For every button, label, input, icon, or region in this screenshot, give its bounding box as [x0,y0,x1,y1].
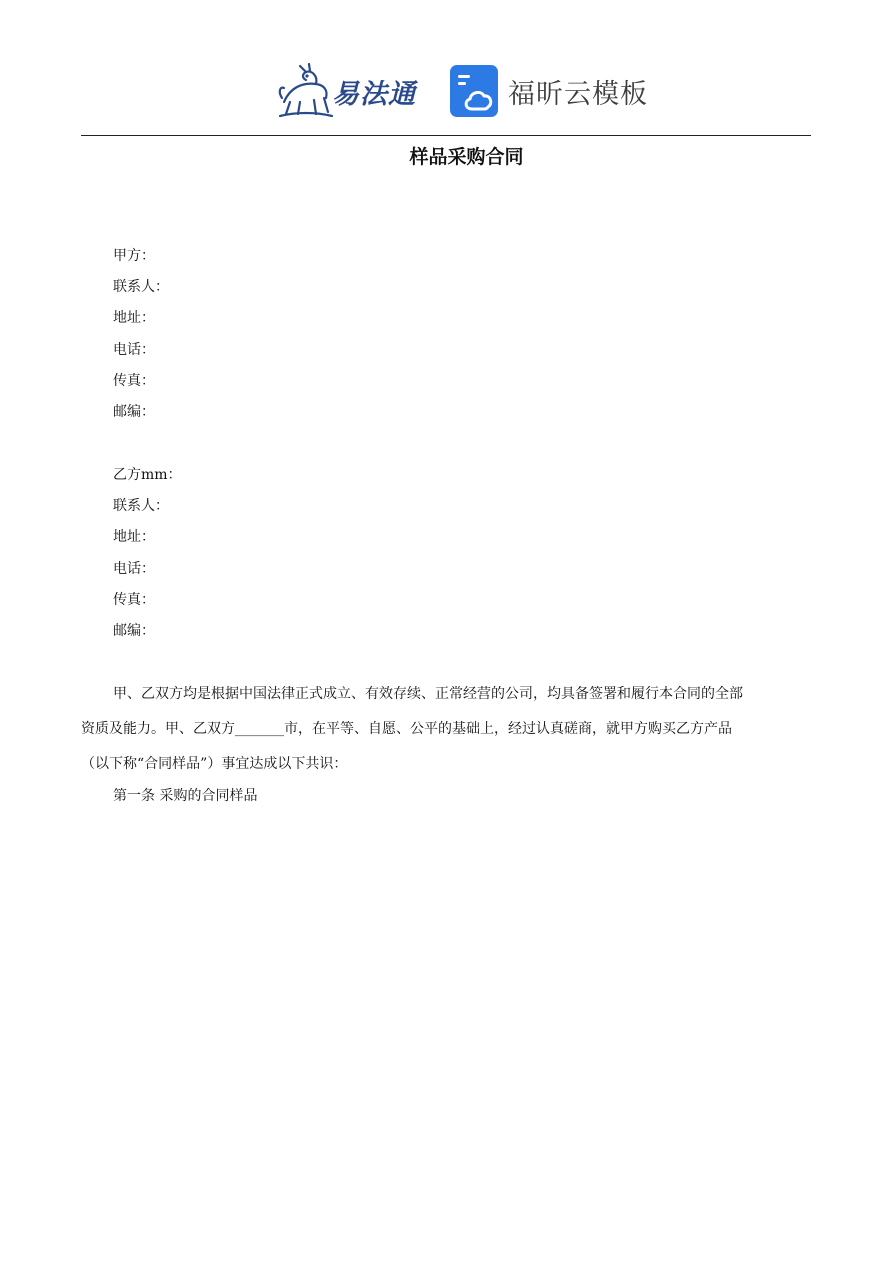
article-1-heading: 第一条 采购的合同样品 [113,788,258,804]
party-b-address: 地址： [113,529,155,545]
yifatong-logo-text: 易法通 [332,79,416,110]
intro-line: 甲、乙双方均是根据中国法律正式成立、有效存续、正常经营的公司，均具备签署和履行本合同的全部 [113,686,743,702]
party-a-label: 甲方： [113,248,155,264]
party-a-fax: 传真： [113,373,155,389]
foxit-cloud-icon [450,65,498,117]
party-a-address: 地址： [113,310,155,326]
party-b-label: 乙方mm： [113,467,182,483]
party-a-phone: 电话： [113,342,155,358]
page-header [0,0,893,136]
header-divider [81,135,811,136]
foxit-logo-text: 福昕云模板 [508,79,648,110]
intro-paragraph [81,684,811,774]
party-b-phone: 电话： [113,561,155,577]
document-title: 样品采购合同 [409,146,524,168]
party-b-postcode: 邮编： [113,623,155,639]
party-a-contact: 联系人： [113,279,169,295]
party-b-contact: 联系人： [113,498,169,514]
party-a-postcode: 邮编： [113,404,155,420]
intro-line: 资质及能力。甲、乙双方_______市，在平等、自愿、公平的基础上，经过认真磋商，就甲方购买乙方产品 [81,721,732,737]
intro-line: （以下称“合同样品”）事宜达成以下共识： [81,756,348,772]
party-b-fax: 传真： [113,592,155,608]
